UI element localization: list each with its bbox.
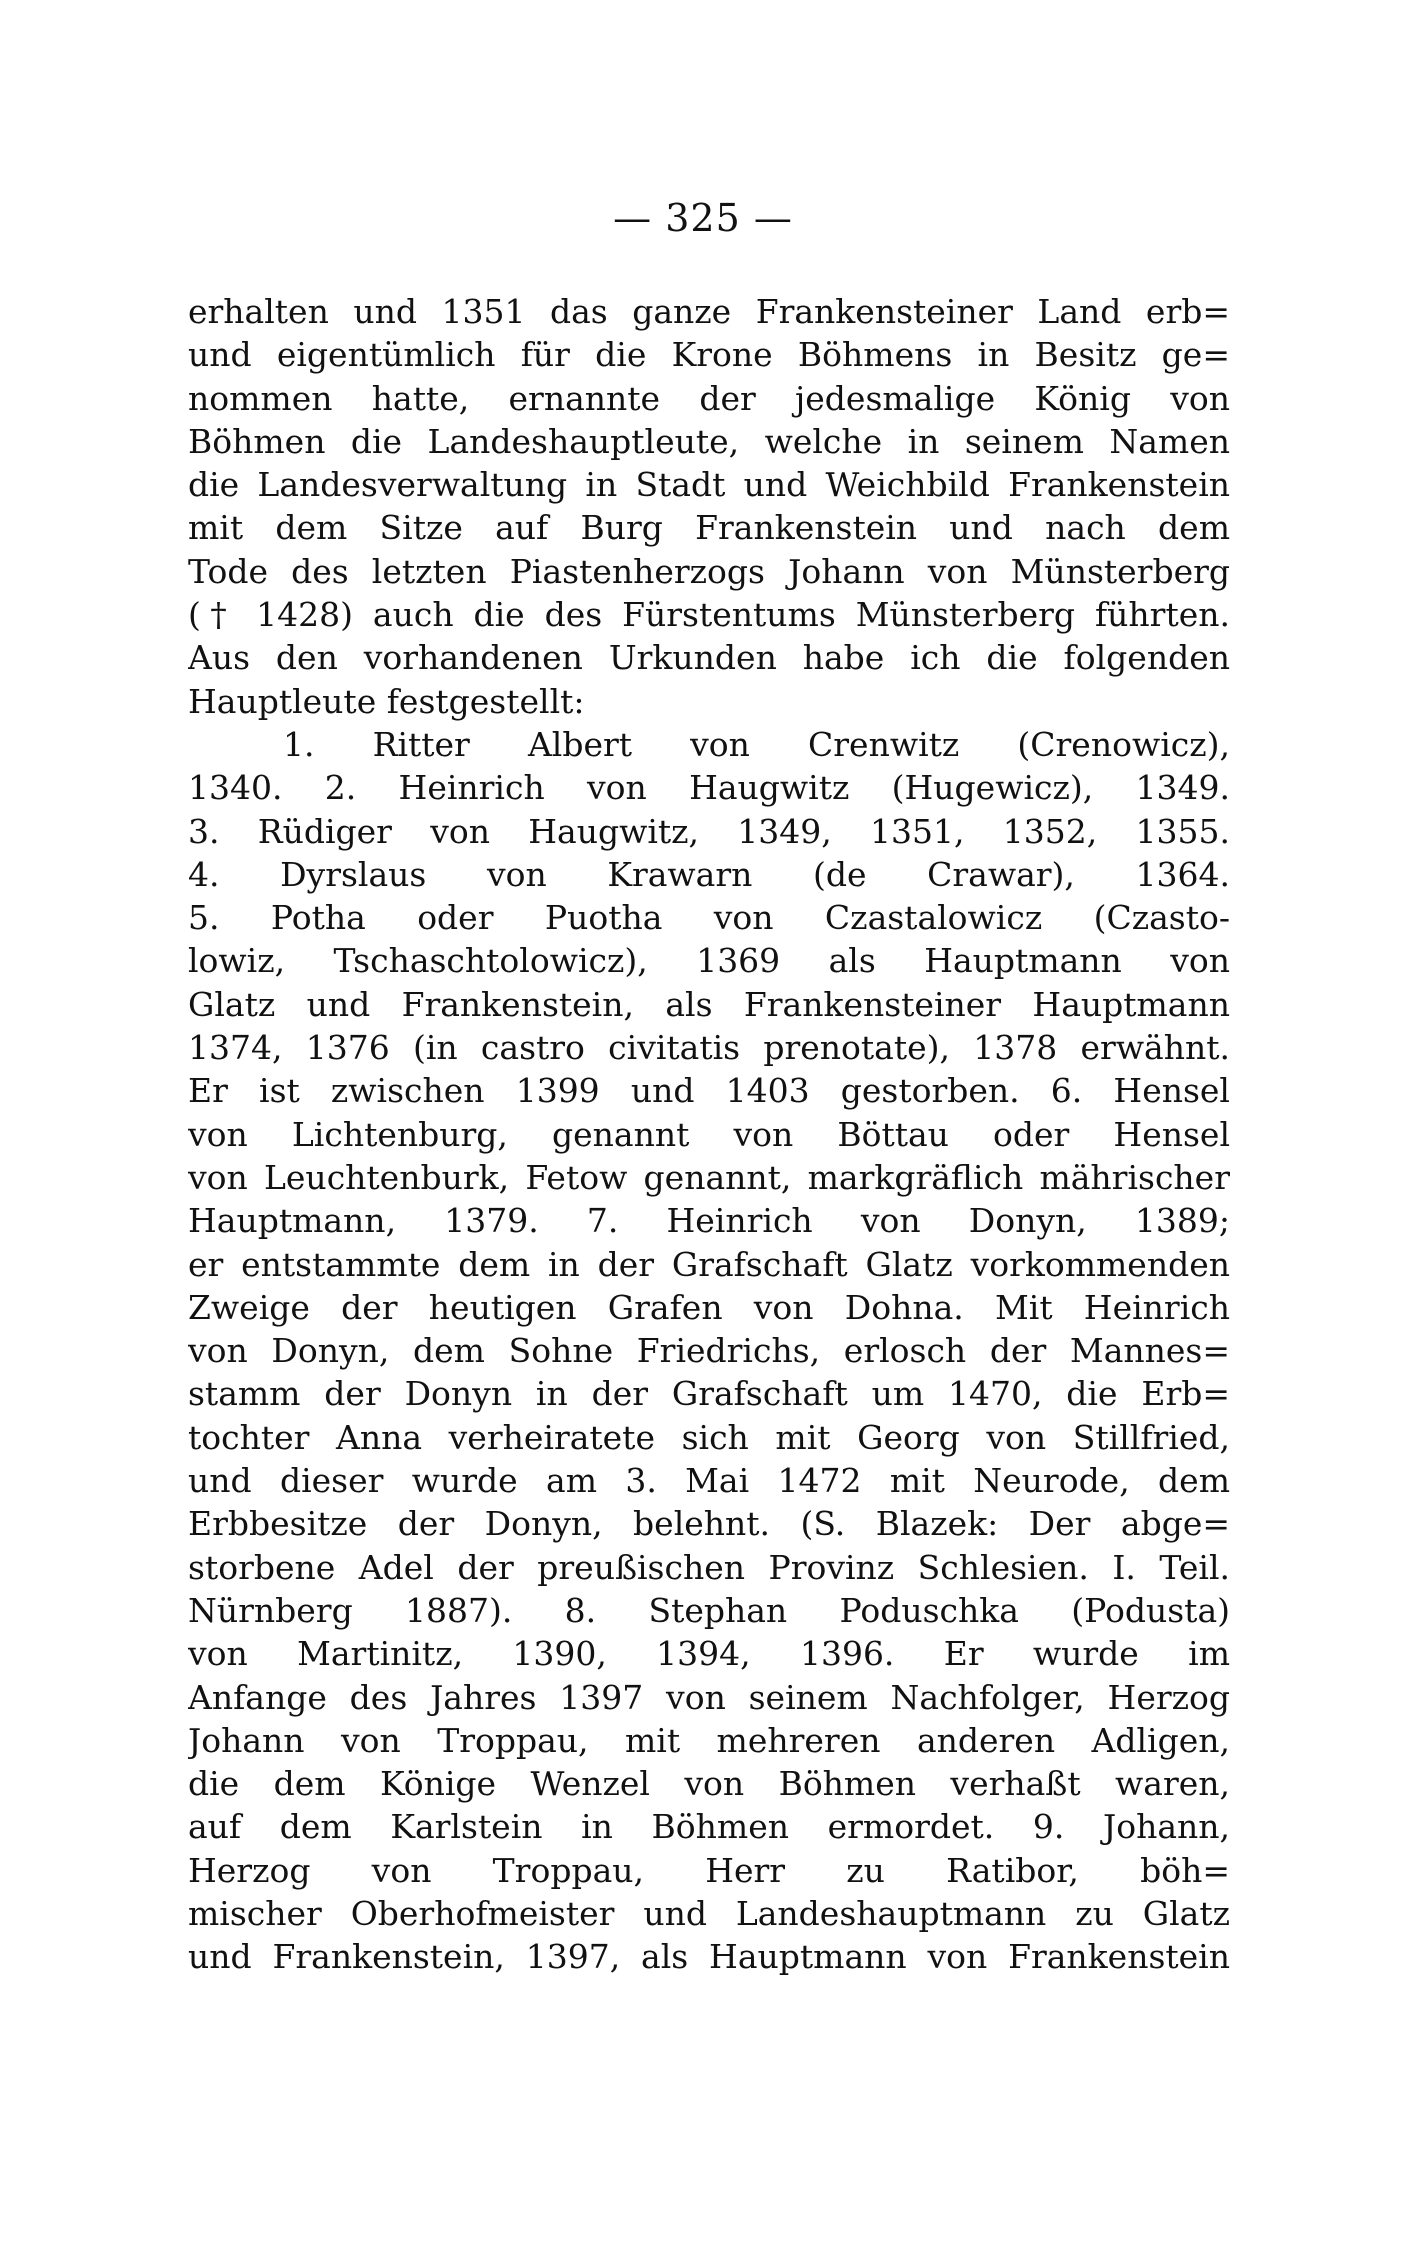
- text-line: erhalten und 1351 das ganze Frankensteiner Land erb=: [188, 292, 1230, 331]
- text-line: Nürnberg 1887). 8. Stephan Poduschka (Podusta): [188, 1590, 1230, 1630]
- text-line: von Donyn, dem Sohne Friedrichs, erlosch der Mannes=: [188, 1331, 1230, 1371]
- text-line: († 1428) auch die des Fürstentums Münsterberg führten.: [188, 595, 1230, 635]
- text-line: Aus den vorhandenen Urkunden habe ich die folgenden: [188, 638, 1230, 678]
- page-number: — 325 —: [613, 196, 793, 240]
- text-line: 1340. 2. Heinrich von Haugwitz (Hugewicz), 1349.: [188, 768, 1230, 808]
- text-line: er entstammte dem in der Grafschaft Glatz vorkommenden: [188, 1244, 1230, 1284]
- text-line: und eigentümlich für die Krone Böhmens in Besitz ge=: [188, 335, 1230, 375]
- text-line: storbene Adel der preußischen Provinz Schlesien. I. Teil.: [188, 1547, 1230, 1587]
- text-line: nommen hatte, ernannte der jedesmalige König von: [188, 378, 1230, 418]
- text-line: und Frankenstein, 1397, als Hauptmann von Frankenstein: [188, 1937, 1230, 1977]
- text-line: von Leuchtenburk, Fetow genannt, markgräflich mährischer: [188, 1157, 1230, 1197]
- text-line: 3. Rüdiger von Haugwitz, 1349, 1351, 1352, 1355.: [188, 811, 1230, 851]
- text-line: stamm der Donyn in der Grafschaft um 1470, die Erb=: [188, 1374, 1230, 1414]
- text-line: Hauptleute festgestellt:: [188, 681, 585, 721]
- text-line: 5. Potha oder Puotha von Czastalowicz (Czasto-: [188, 898, 1230, 938]
- text-line: von Martinitz, 1390, 1394, 1396. Er wurde im: [188, 1634, 1230, 1674]
- text-line: Hauptmann, 1379. 7. Heinrich von Donyn, 1389;: [188, 1201, 1230, 1241]
- text-line: Herzog von Troppau, Herr zu Ratibor, böh=: [188, 1850, 1230, 1890]
- text-line: auf dem Karlstein in Böhmen ermordet. 9. Johann,: [188, 1807, 1230, 1847]
- text-line: mit dem Sitze auf Burg Frankenstein und nach dem: [188, 508, 1230, 548]
- text-line: mischer Oberhofmeister und Landeshauptmann zu Glatz: [188, 1893, 1230, 1933]
- text-line: Johann von Troppau, mit mehreren anderen Adligen,: [188, 1720, 1230, 1760]
- text-line: lowiz, Tschaschtolowicz), 1369 als Hauptmann von: [188, 941, 1230, 981]
- text-line: 1. Ritter Albert von Crenwitz (Crenowicz),: [283, 724, 1230, 764]
- body-text: [188, 290, 1230, 1979]
- text-line: Tode des letzten Piastenherzogs Johann von Münsterberg: [188, 551, 1230, 591]
- text-line: 1374, 1376 (in castro civitatis prenotate), 1378 erwähnt.: [188, 1028, 1230, 1068]
- text-line: und dieser wurde am 3. Mai 1472 mit Neurode, dem: [188, 1461, 1230, 1501]
- text-line: Er ist zwischen 1399 und 1403 gestorben. 6. Hensel: [188, 1071, 1230, 1111]
- text-line: Anfange des Jahres 1397 von seinem Nachfolger, Herzog: [188, 1677, 1230, 1717]
- text-line: 4. Dyrslaus von Krawarn (de Crawar), 1364.: [188, 854, 1230, 894]
- text-line: die Landesverwaltung in Stadt und Weichbild Frankenstein: [188, 465, 1230, 505]
- text-line: Zweige der heutigen Grafen von Dohna. Mit Heinrich: [188, 1287, 1230, 1327]
- text-line: tochter Anna verheiratete sich mit Georg von Stillfried,: [188, 1417, 1230, 1457]
- text-line: Böhmen die Landeshauptleute, welche in seinem Namen: [188, 421, 1230, 461]
- text-line: die dem Könige Wenzel von Böhmen verhaßt waren,: [188, 1764, 1230, 1804]
- text-line: Glatz und Frankenstein, als Frankensteiner Hauptmann: [188, 984, 1230, 1024]
- text-line: von Lichtenburg, genannt von Böttau oder Hensel: [188, 1114, 1230, 1154]
- text-line: Erbbesitze der Donyn, belehnt. (S. Blazek: Der abge=: [188, 1504, 1230, 1544]
